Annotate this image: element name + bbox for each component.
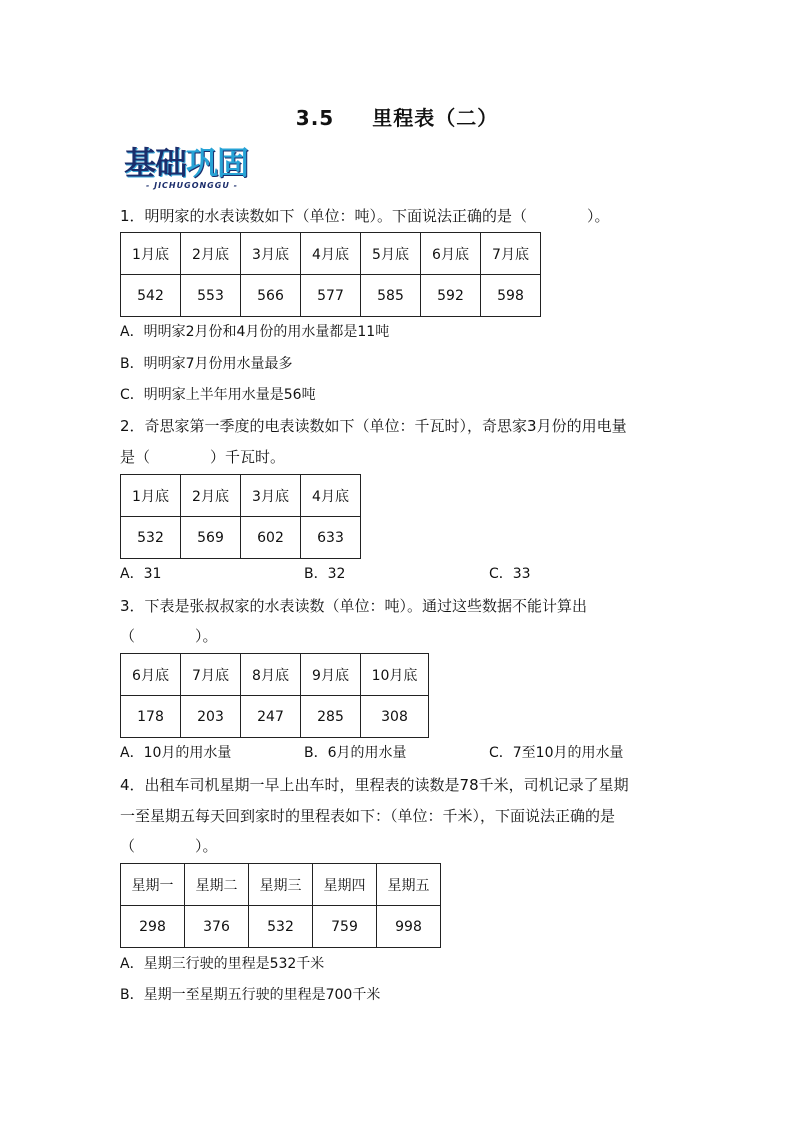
q1-value: 542 [121,275,181,317]
logo-subtitle: - JICHUGONGGU - [146,181,238,190]
q3-value: 178 [121,696,181,738]
q3-header: 6月底 [121,654,181,696]
q3-header: 10月底 [361,654,429,696]
q2-header: 1月底 [121,475,181,517]
q4-header: 星期四 [313,864,377,906]
q2-value: 602 [241,517,301,559]
q3-value: 308 [361,696,429,738]
q4-header: 星期一 [121,864,185,906]
q1-header: 3月底 [241,233,301,275]
q2-value: 633 [301,517,361,559]
q4-text-line3: （ ）。 [120,837,218,855]
q4-value: 998 [377,906,441,948]
q4-header: 星期五 [377,864,441,906]
q1-option-c: C．明明家上半年用水量是56吨 [120,387,316,403]
q1-header: 6月底 [421,233,481,275]
q2-value: 569 [181,517,241,559]
q3-option-a: A．10月的用水量 [120,745,232,761]
q1-value: 592 [421,275,481,317]
logo-text-b: 巩固 [186,144,249,182]
q4-table [120,863,441,948]
q4-value: 298 [121,906,185,948]
q2-text-line1: 2．奇思家第一季度的电表读数如下（单位：千瓦时），奇思家3月份的用电量 [120,417,627,435]
q4-value: 376 [185,906,249,948]
q1-table [120,232,541,317]
q1-value: 585 [361,275,421,317]
q1-value: 577 [301,275,361,317]
q4-text-line2: 一至星期五每天回到家时的里程表如下：（单位：千米），下面说法正确的是 [120,807,616,825]
q4-header: 星期二 [185,864,249,906]
q2-option-c: C．33 [489,566,531,582]
q2-value: 532 [121,517,181,559]
q1-value: 566 [241,275,301,317]
q2-option-b: B．32 [304,566,346,582]
page-title [0,102,794,131]
q3-value: 203 [181,696,241,738]
q3-value: 285 [301,696,361,738]
q4-header: 星期三 [249,864,313,906]
q2-table [120,474,361,559]
q1-header: 7月底 [481,233,541,275]
q4-value: 532 [249,906,313,948]
q3-table [120,653,429,738]
q3-header: 9月底 [301,654,361,696]
q1-option-a: A．明明家2月份和4月份的用水量都是11吨 [120,324,390,340]
q2-option-a: A．31 [120,566,162,582]
q2-header: 4月底 [301,475,361,517]
q1-header: 5月底 [361,233,421,275]
q2-header: 2月底 [181,475,241,517]
section-title: 里程表（二） [372,106,499,130]
q4-option-a: A．星期三行驶的里程是532千米 [120,956,325,972]
q2-header: 3月底 [241,475,301,517]
q1-header: 1月底 [121,233,181,275]
q3-text-line1: 3．下表是张叔叔家的水表读数（单位：吨）。通过这些数据不能计算出 [120,597,588,615]
q3-value: 247 [241,696,301,738]
q1-value: 553 [181,275,241,317]
q4-option-b: B．星期一至星期五行驶的里程是700千米 [120,987,381,1003]
q1-value: 598 [481,275,541,317]
q4-value: 759 [313,906,377,948]
q3-option-b: B．6月的用水量 [304,745,407,761]
q3-option-c: C．7至10月的用水量 [489,745,624,761]
q1-header: 4月底 [301,233,361,275]
q1-header: 2月底 [181,233,241,275]
jichu-gonggu-logo [124,146,266,192]
section-number: 3.5 [295,106,335,130]
q4-text-line1: 4．出租车司机星期一早上出车时，里程表的读数是78千米，司机记录了星期 [120,776,629,794]
q1-option-b: B．明明家7月份用水量最多 [120,356,293,372]
q3-header: 8月底 [241,654,301,696]
q2-text-line2: 是（ ）千瓦时。 [120,448,286,466]
q1-text: 1．明明家的水表读数如下（单位：吨）。下面说法正确的是（ ）。 [120,207,610,225]
logo-text-a: 基础 [124,144,187,182]
q3-text-line2: （ ）。 [120,627,218,645]
q3-header: 7月底 [181,654,241,696]
